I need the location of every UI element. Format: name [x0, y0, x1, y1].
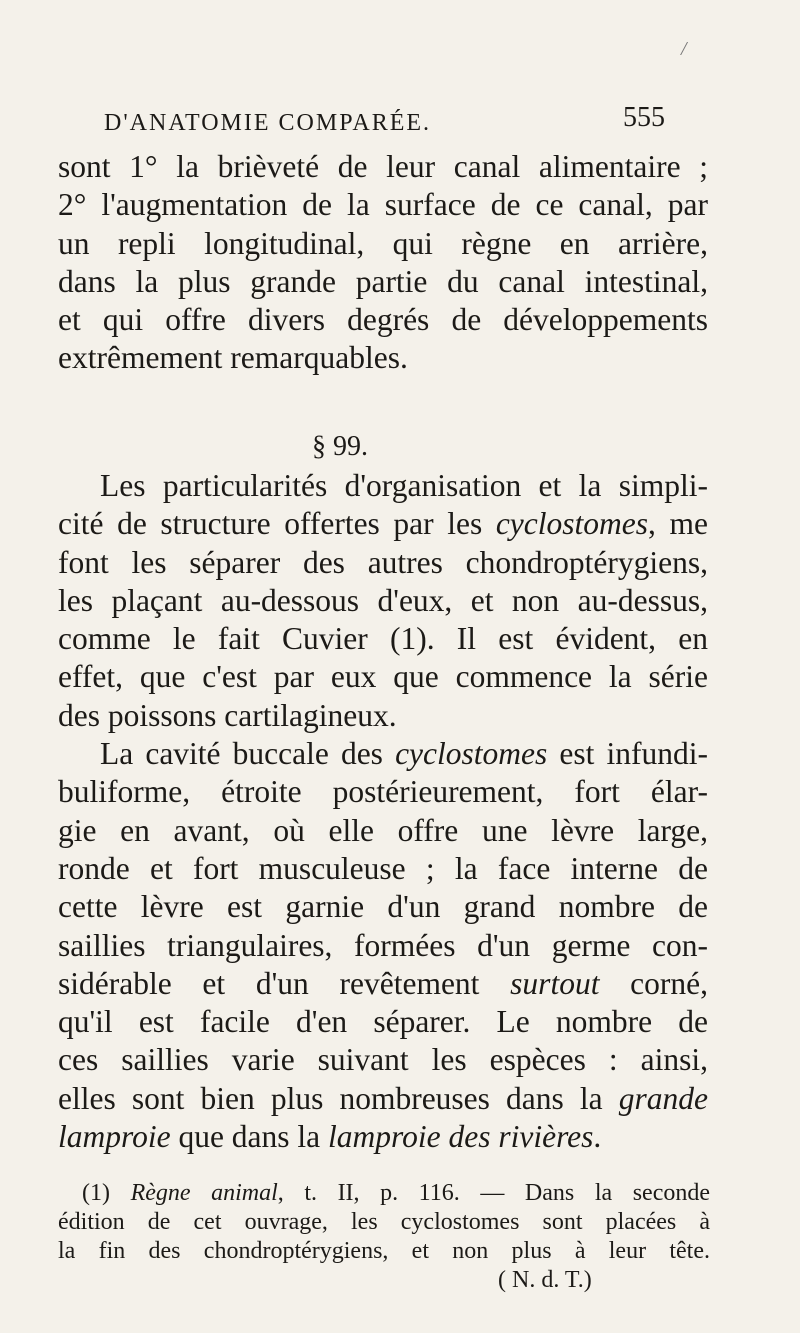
text-line: et qui offre divers degrés de développements — [58, 302, 708, 338]
text-line: comme le fait Cuvier (1). Il est évident, en — [58, 621, 708, 657]
footnote — [58, 1179, 710, 1295]
page-number: 555 — [623, 102, 665, 133]
text-line: lamproie que dans la lamproie des rivières. — [58, 1119, 602, 1155]
text-line: qu'il est facile d'en séparer. Le nombre de — [58, 1004, 708, 1040]
running-title: D'ANATOMIE COMPARÉE. — [104, 110, 432, 136]
text-line: elles sont bien plus nombreuses dans la grande — [58, 1080, 708, 1116]
footnote-line: (1) Règne animal, t. II, p. 116. — Dans la seconde — [82, 1180, 711, 1206]
text-line: La cavité buccale des cyclostomes est infundi- — [100, 736, 708, 772]
text-line: effet, que c'est par eux que commence la série — [58, 659, 708, 695]
text-line: les plaçant au-dessous d'eux, et non au-dessus, — [58, 582, 708, 618]
text-line: dans la plus grande partie du canal intestinal, — [58, 263, 708, 299]
text-line: buliforme, étroite postérieurement, fort élar- — [58, 774, 708, 810]
body-text — [58, 148, 708, 378]
footnote-line: la fin des chondroptérygiens, et non plus à leur tête. — [58, 1238, 710, 1264]
text-line: sidérable et d'un revêtement surtout corné, — [58, 965, 709, 1001]
corner-mark: / — [681, 38, 687, 60]
text-line: un repli longitudinal, qui règne en arrière, — [58, 225, 708, 261]
footnote-signature: ( N. d. T.) — [498, 1267, 592, 1293]
text-line: font les séparer des autres chondroptérygiens, — [58, 544, 708, 580]
text-line: cette lèvre est garnie d'un grand nombre de — [58, 889, 708, 925]
text-line: gie en avant, où elle offre une lèvre large, — [58, 812, 708, 848]
paragraph-2 — [58, 467, 708, 735]
text-line: cité de structure offertes par les cyclostomes, me — [58, 506, 708, 542]
text-line: des poissons cartilagineux. — [58, 697, 397, 733]
section-heading: § 99. — [312, 431, 368, 462]
text-line: ronde et fort musculeuse ; la face interne de — [58, 850, 708, 886]
footnote-line: édition de cet ouvrage, les cyclostomes sont placées à — [58, 1209, 710, 1235]
paragraph-3 — [58, 735, 708, 1156]
text-line: extrêmement remarquables. — [58, 340, 408, 376]
text-line: saillies triangulaires, formées d'un germe con- — [58, 927, 708, 963]
text-line: Les particularités d'organisation et la simpli- — [100, 468, 708, 503]
body-text-2 — [58, 467, 708, 1156]
paragraph-1 — [58, 148, 708, 378]
text-line: ces saillies varie suivant les espèces : ainsi, — [58, 1042, 708, 1078]
text-line: 2° l'augmentation de la surface de ce canal, par — [58, 187, 708, 223]
running-head — [104, 102, 704, 140]
text-line: sont 1° la brièveté de leur canal alimentaire ; — [58, 149, 708, 184]
